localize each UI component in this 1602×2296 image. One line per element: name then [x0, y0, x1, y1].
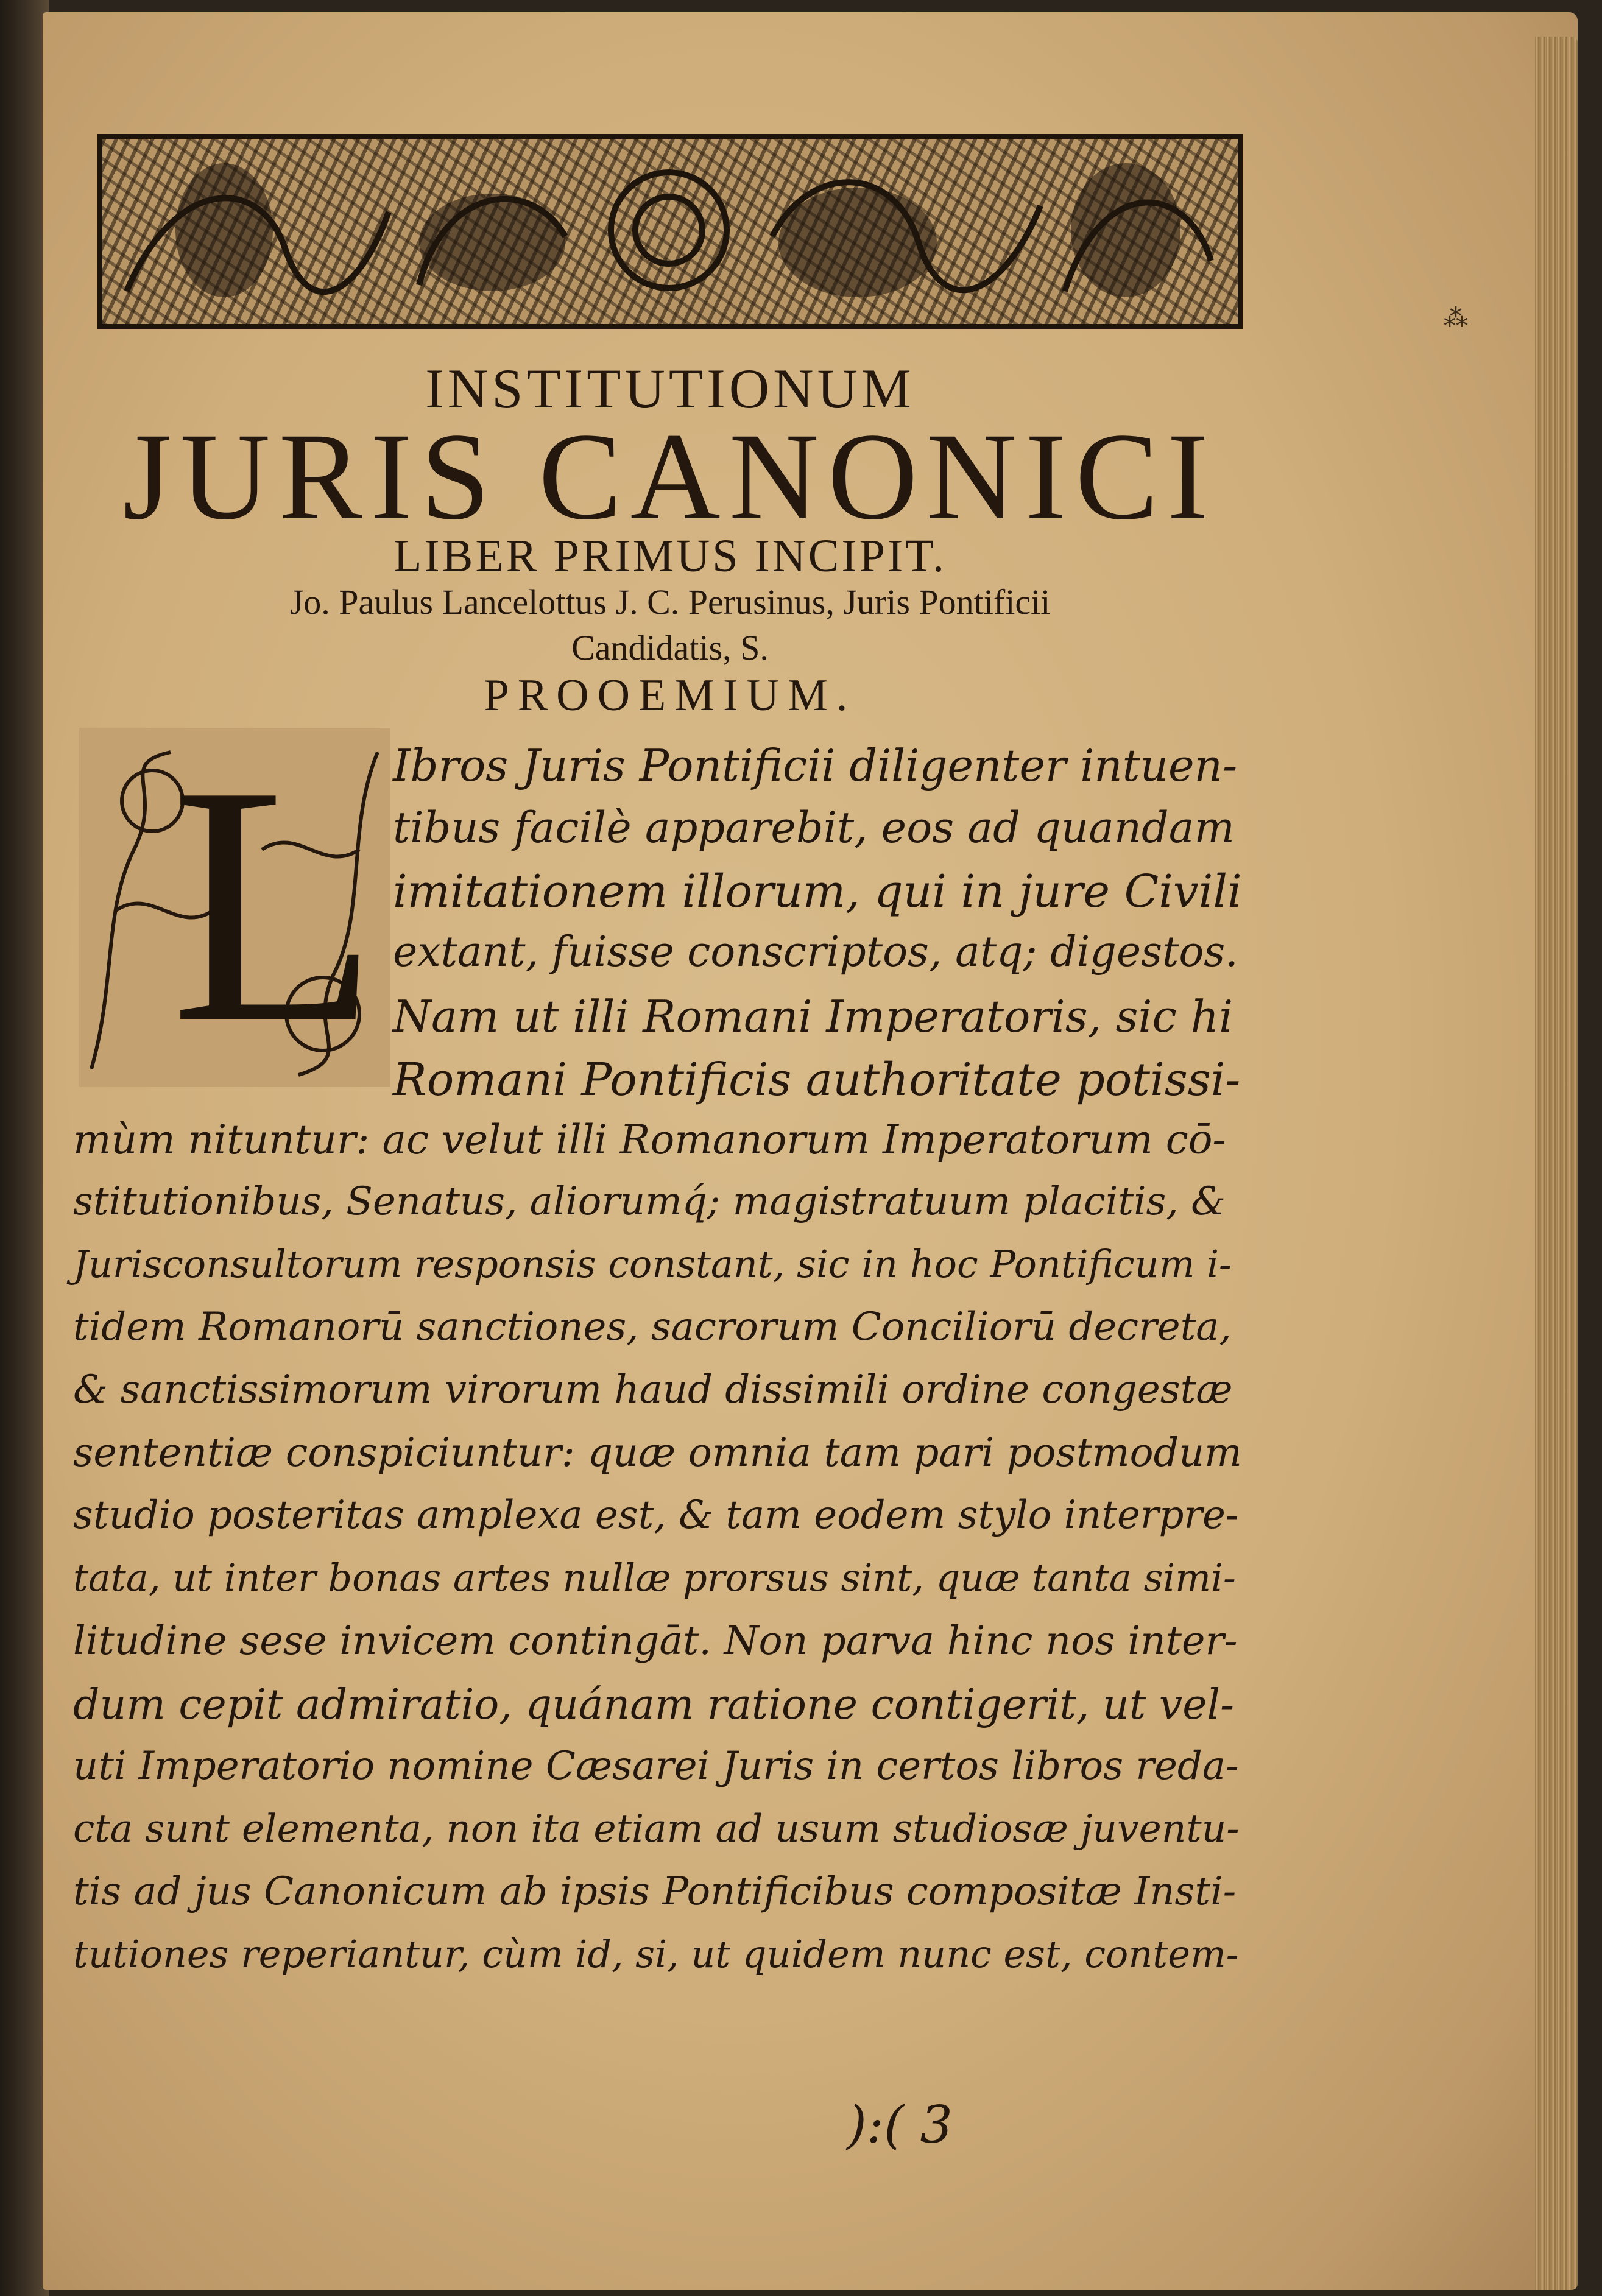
- body-line: uti Imperatorio nomine Cæsarei Juris in certos libros reda-: [73, 1744, 1239, 1789]
- body-line: sententiæ conspiciuntur: quæ omnia tam pari postmodum: [73, 1430, 1242, 1476]
- body-line: studio posteritas amplexa est, & tam eodem stylo interpre-: [73, 1493, 1239, 1538]
- author-line-1: Jo. Paulus Lancelottus J. C. Perusinus, Juris Pontificii: [289, 582, 1051, 622]
- section-heading: PROOEMIUM.: [484, 671, 856, 720]
- body-line: Nam ut illi Romani Imperatoris, sic hi: [393, 991, 1233, 1042]
- body-line: tibus facilè apparebit, eos ad quandam: [393, 803, 1235, 853]
- page-gutter: [0, 0, 49, 2296]
- body-line: Ibros Juris Pontificii diligenter intuen-: [393, 740, 1238, 791]
- body-line: imitationem illorum, qui in jure Civili: [393, 865, 1242, 918]
- body-line: tata, ut inter bonas artes nullæ prorsus sint, quæ tanta simi-: [73, 1555, 1236, 1600]
- body-line: dum cepit admiratio, quánam ratione contigerit, ut vel-: [73, 1681, 1235, 1729]
- body-line: tidem Romanorū sanctiones, sacrorum Conciliorū decreta,: [73, 1305, 1232, 1350]
- title-line-3: LIBER PRIMUS INCIPIT.: [393, 530, 947, 582]
- title-line-2: JURIS CANONICI: [122, 407, 1218, 546]
- author-line-2: Candidatis, S.: [571, 628, 769, 667]
- body-line: Jurisconsultorum responsis constant, sic in hoc Pontificum i-: [73, 1242, 1232, 1286]
- body-line: stitutionibus, Senatus, aliorumq́; magistratuum placitis, &: [73, 1179, 1226, 1224]
- body-line: Romani Pontificis authoritate potissi-: [393, 1054, 1241, 1106]
- body-line: tis ad jus Canonicum ab ipsis Pontificibus compositæ Insti-: [73, 1869, 1237, 1914]
- drop-cap-letter: L: [171, 716, 379, 1093]
- margin-mark: ⁂: [1444, 305, 1469, 333]
- body-line: extant, fuisse conscriptos, atq; digestos.: [393, 928, 1238, 976]
- page-edges: [1535, 37, 1578, 2290]
- headpiece-ornament: [97, 134, 1243, 329]
- body-line: mùm nituntur: ac velut illi Romanorum Imperatorum cō-: [73, 1116, 1226, 1163]
- body-line: litudine sese invicem contingāt. Non parva hinc nos inter-: [73, 1618, 1238, 1664]
- headpiece-ornament-drawing: [102, 139, 1238, 324]
- title-line-1: INSTITUTIONUM: [425, 357, 915, 420]
- drop-cap-initial: [79, 716, 390, 1093]
- body-line: cta sunt elementa, non ita etiam ad usum studiosæ juventu-: [73, 1806, 1240, 1851]
- body-line: & sanctissimorum virorum haud dissimili ordine congestæ: [73, 1367, 1233, 1412]
- body-line: tutiones reperiantur, cùm id, si, ut quidem nunc est, contem-: [73, 1932, 1239, 1976]
- signature-mark: ):( 3: [847, 2095, 953, 2155]
